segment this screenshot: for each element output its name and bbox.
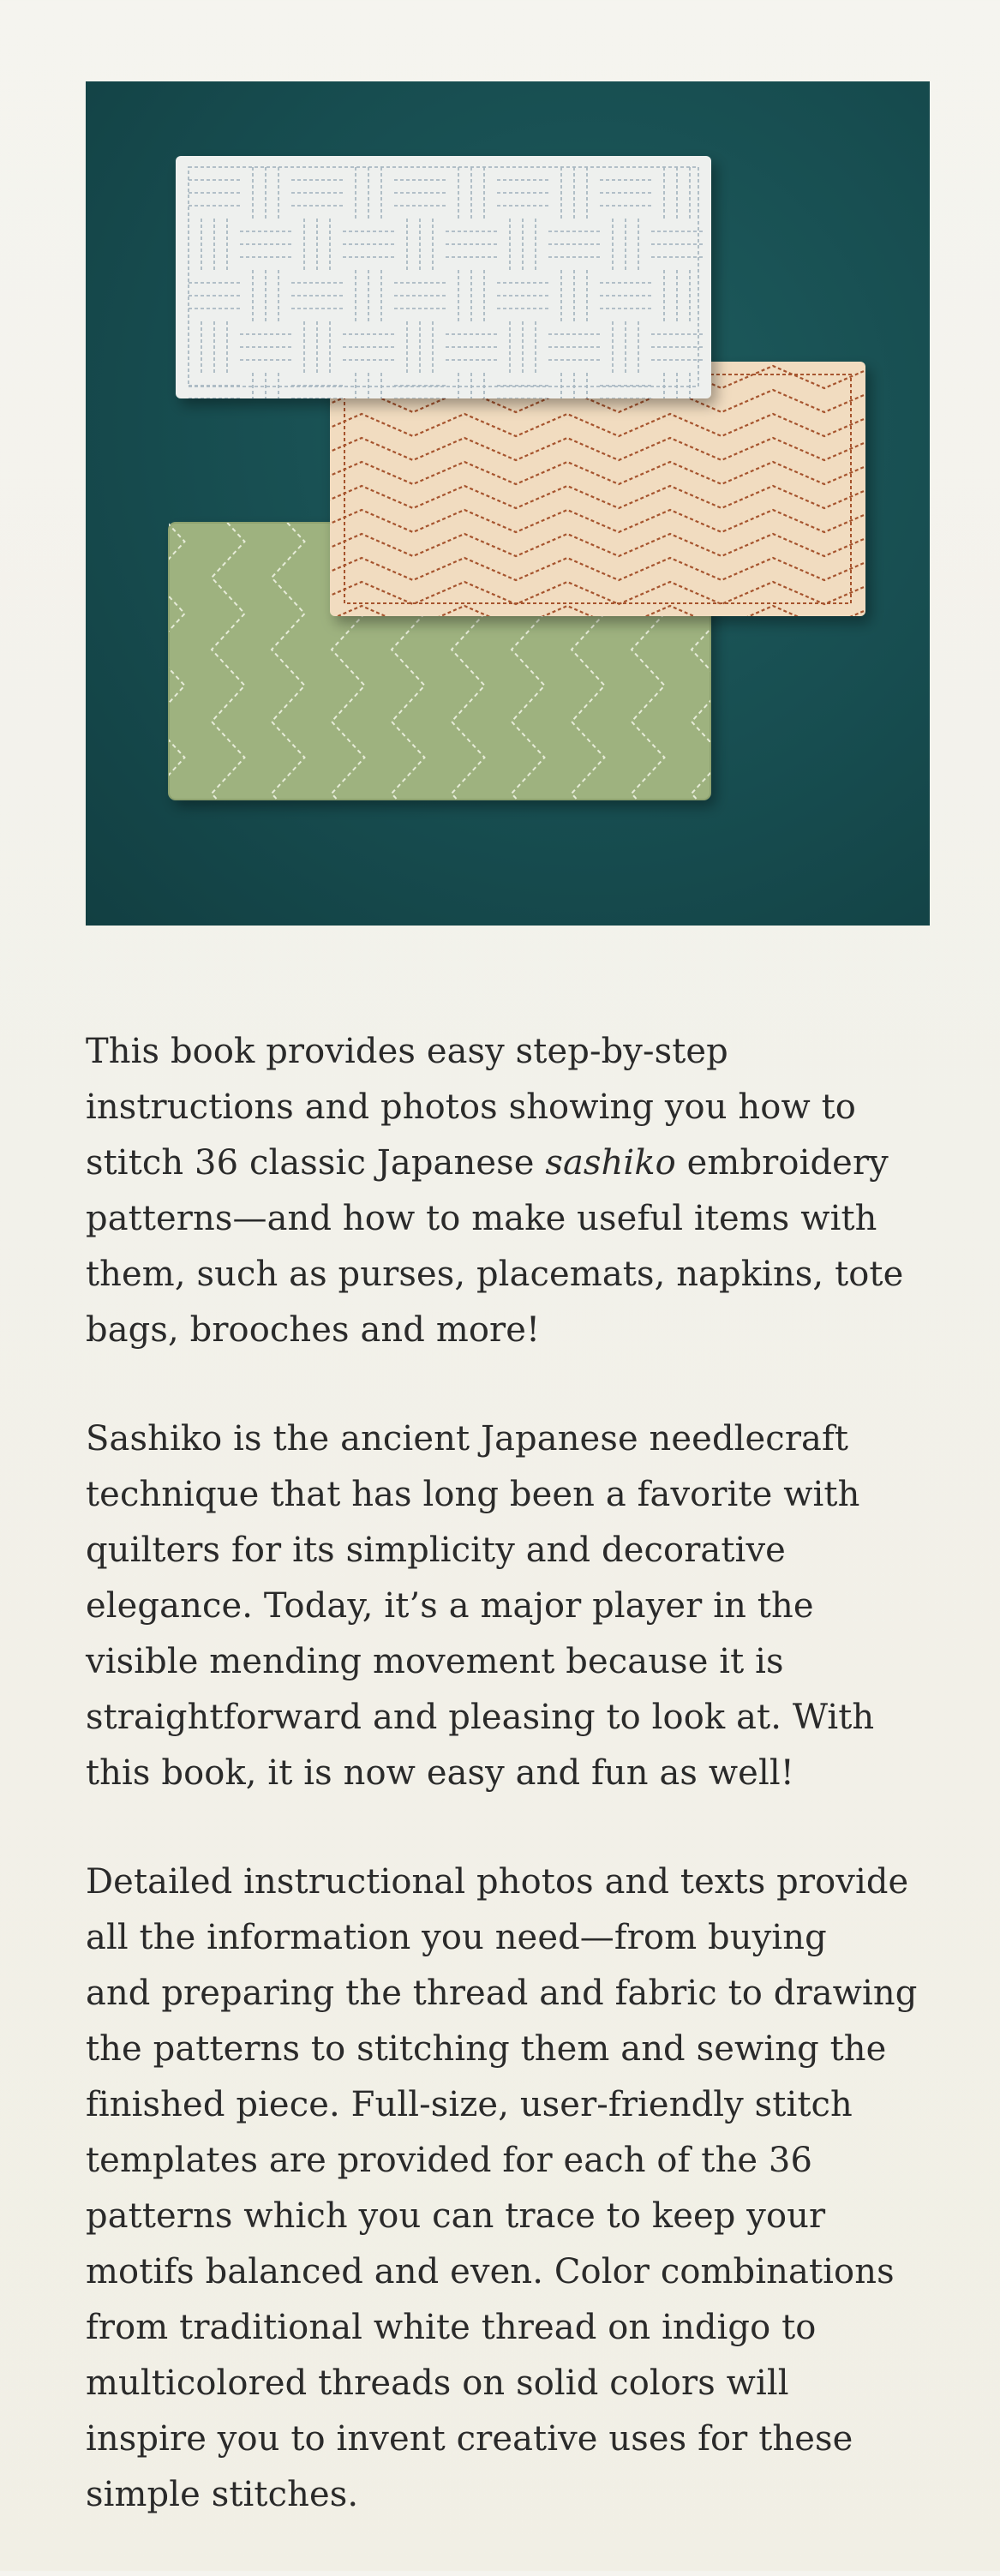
text-run: embroidery bbox=[675, 1143, 889, 1183]
text-line: elegance. Today, it’s a major player in the bbox=[86, 1586, 814, 1626]
text-line: straightforward and pleasing to look at. With bbox=[86, 1698, 875, 1737]
text-line: Sashiko is the ancient Japanese needlecraft bbox=[86, 1419, 849, 1459]
text-line: simple stitches. bbox=[86, 2475, 359, 2514]
paragraph-1 bbox=[86, 1024, 934, 1358]
italic-term-sashiko: sashiko bbox=[545, 1143, 676, 1183]
text-line bbox=[86, 1135, 934, 1191]
text-line: templates are provided for each of the 36 bbox=[86, 2141, 813, 2180]
text-line: bags, brooches and more! bbox=[86, 1310, 541, 1350]
text-line: them, such as purses, placemats, napkins, tote bbox=[86, 1255, 904, 1294]
text-line: multicolored threads on solid colors will bbox=[86, 2363, 789, 2403]
text-line: Detailed instructional photos and texts provide bbox=[86, 1862, 909, 1902]
text-line: This book provides easy step-by-step bbox=[86, 1032, 728, 1071]
text-line: inspire you to invent creative uses for these bbox=[86, 2419, 853, 2459]
paragraph-3 bbox=[86, 1854, 934, 2523]
text-line: visible mending movement because it is bbox=[86, 1642, 784, 1681]
sashiko-photo bbox=[86, 81, 930, 926]
tan-swatch bbox=[310, 362, 876, 628]
sashiko-swatches-illustration bbox=[86, 81, 930, 926]
text-line: motifs balanced and even. Color combinations bbox=[86, 2252, 895, 2291]
text-line: technique that has long been a favorite with bbox=[86, 1475, 860, 1514]
text-line: finished piece. Full-size, user-friendly stitch bbox=[86, 2085, 853, 2124]
text-line: instructions and photos showing you how to bbox=[86, 1087, 856, 1127]
text-line: quilters for its simplicity and decorative bbox=[86, 1531, 786, 1570]
text-line: this book, it is now easy and fun as well! bbox=[86, 1753, 794, 1793]
text-line: from traditional white thread on indigo to bbox=[86, 2308, 817, 2347]
paragraph-2 bbox=[86, 1411, 934, 1801]
text-line: all the information you need—from buying bbox=[86, 1918, 827, 1957]
text-line: patterns which you can trace to keep your bbox=[86, 2196, 826, 2236]
text-run: stitch 36 classic Japanese bbox=[86, 1143, 546, 1183]
description-text bbox=[86, 1024, 934, 2576]
text-line: patterns—and how to make useful items with bbox=[86, 1199, 877, 1238]
text-line: the patterns to stitching them and sewing the bbox=[86, 2029, 887, 2069]
text-line: and preparing the thread and fabric to drawing bbox=[86, 1974, 918, 2013]
white-swatch bbox=[176, 156, 711, 424]
